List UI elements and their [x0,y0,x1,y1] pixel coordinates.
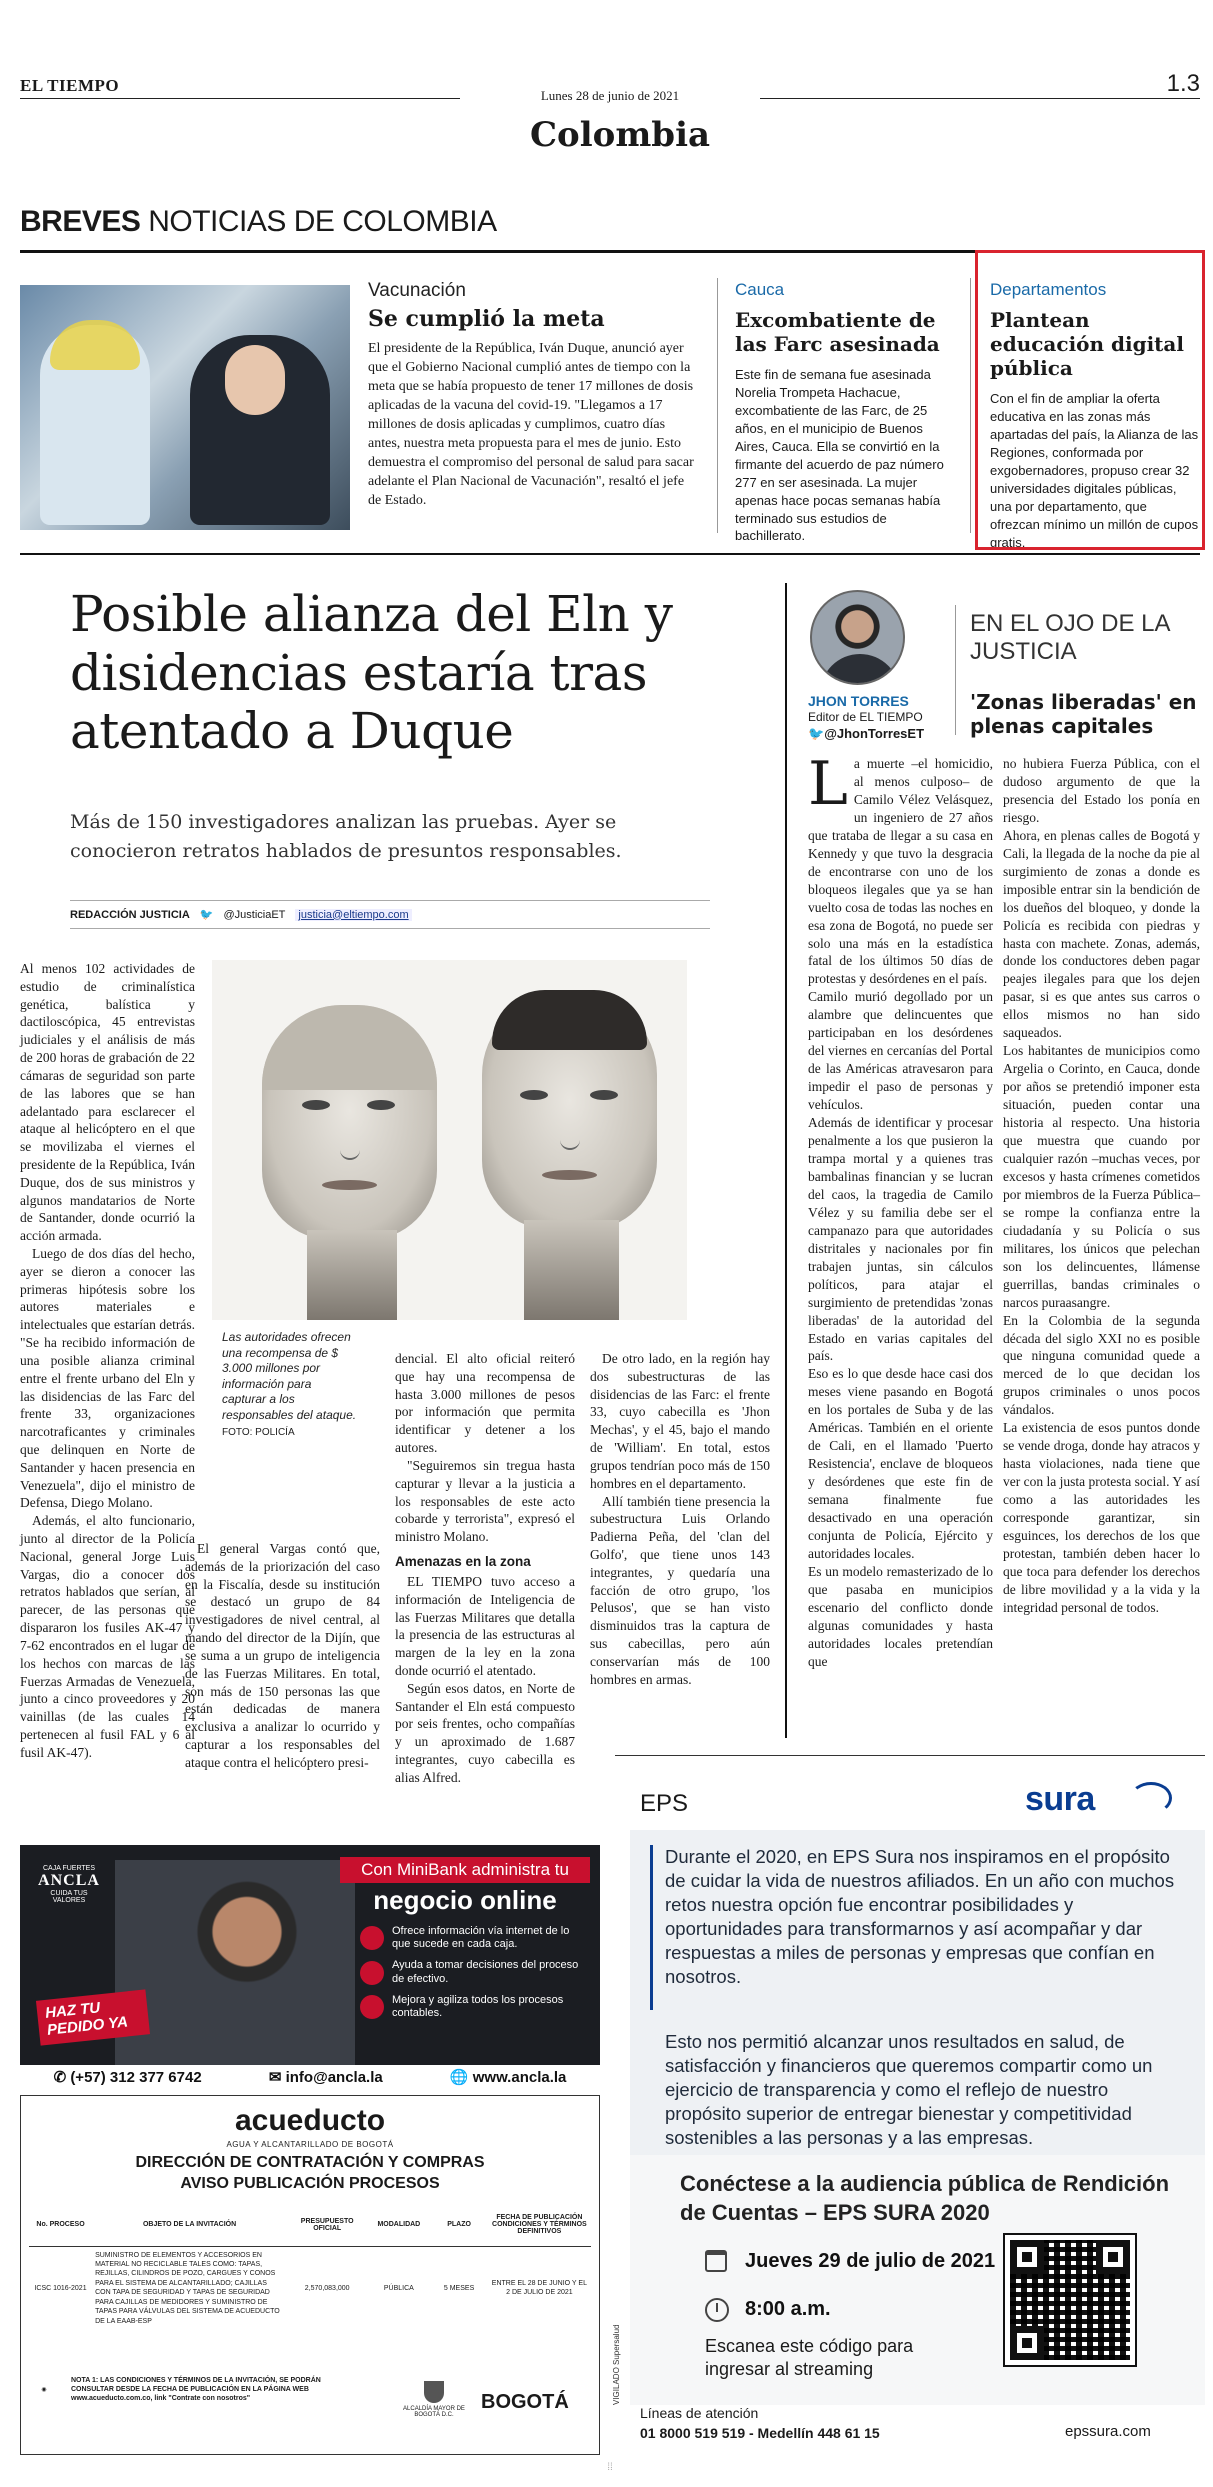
subsection-heading: Amenazas en la zona [395,1553,531,1569]
story-column-4 [590,1350,770,1688]
acueducto-notice [20,2095,600,2455]
sketch-mouth [542,1170,597,1180]
sketch-mouth [322,1180,377,1190]
ancla-headline-1: Con MiniBank administra tu [340,1857,590,1883]
ancla-ad[interactable] [20,1845,600,2065]
sketch-hair [492,990,647,1050]
feature-item [360,1994,590,2020]
ancla-features [360,1925,590,2028]
sketch-nose [560,1115,580,1150]
event-date: Jueves 29 de julio de 2021 [745,2250,996,2272]
paragraph: "Seguiremos sin tregua hasta capturar y llevar a la justicia a los responsables de este acto cobarde y terrorista", expresó el ministro Molano. [395,1457,575,1545]
main-headline: Posible alianza del Eln y disidencias estaría tras atentado a Duque [70,585,673,760]
notice-title: DIRECCIÓN DE CONTRATACIÓN Y COMPRAS [135,2154,485,2171]
ancla-web[interactable] [450,2068,567,2086]
feature-item [360,1925,590,1951]
table-header: PLAZO [430,2204,487,2246]
story-column-3 [395,1350,575,1787]
breves-heading [20,205,497,239]
shield-icon [424,2381,444,2403]
divider [955,605,956,735]
highlight-box [975,250,1205,550]
paragraph: a muerte –el homicidio, al menos culposo– de Camilo Vélez Velásquez, un ingeniero de 27 años que trataba de llegar a su casa en Kennedy y que tuvo la desgracia de encontrarse con uno de los bloqueos ilegales que ya se han vuelto cosa de todas las noches en esa zona de Bogotá, no puede ser solo una más en la estadística fatal de los últimos 50 días de protestas y desórdenes en el país. [808,756,993,987]
ancla-logo [34,1865,104,1904]
patient-face [225,345,285,415]
whatsapp-icon: ✆ [53,2069,71,2086]
table-header: FECHA DE PUBLICACIÓN CONDICIONES Y TÉRMINOS DEFINITIVOS [488,2204,591,2246]
sketch-neck [307,1230,397,1320]
process-table [29,2204,591,2330]
feature-text: Ofrece información vía internet de lo que sucede en cada caja. [392,1925,570,1951]
table-cell: ICSC 1016-2021 [34,2284,87,2292]
divider [20,98,460,99]
brief-body: Este fin de semana fue asesinada Norelia Trompeta Hachacue, excombatiente de las Farc, de 25 años, en el municipio de Buenos Aires, Cauca. Ella se convirtió en la firmante del acuerdo de paz número 277 en ser asesinada. La mujer apenas hace pocas semanas había terminado sus estudios de bachillerato. [735,367,944,544]
table-cell: PÚBLICA [383,2284,414,2292]
ancla-headline-2: negocio online [373,1885,557,1915]
brief-body: Con el fin de ampliar la oferta educativa en las zonas más apartadas del país, la Alianza de las Regiones, conformada por exgobernadores, propuso crear 32 universidades digitales públicas, una por departamento, que ofrezcan mínimo un millón de cupos gratis. [990,391,1199,550]
table-header: OBJETO DE LA INVITACIÓN [92,2204,287,2246]
sura-logo: sura [1025,1780,1095,1818]
table-header: No. PROCESO [29,2204,92,2246]
byline-email[interactable]: justicia@eltiempo.com [295,909,411,921]
feature-text: Ayuda a tomar decisiones del proceso de efectivo. [392,1959,579,1985]
sketch-nose [340,1125,360,1160]
paragraph: Eso es lo que desde hace casi dos meses viene pasando en Bogotá en los portales de Suba y de las Américas. También en el oriente de Cali, en el llamado 'Puerto Resistencia', enclave de bloqueos y desórdenes que este fin de semana finalmente fue desactivado en una operación conjunta de Policía, Ejército y autoridades locales. [808,1366,993,1561]
calendar-icon [705,2250,727,2272]
ancla-phone[interactable] [54,2068,202,2086]
ancla-web-text[interactable]: www.ancla.la [472,2069,567,2086]
paragraph: Luego de dos días del hecho, ayer se dieron a conocer las primeras hipótesis sobre los autores materiales e intelectuales que estarían detrás. "Se ha recibido información de una posible alianza criminal entre el frente urbano del Eln y las disidencias de las Farc del frente 33, organizaciones narcotraficantes y criminales que delinquen en Norte de Santander y hacen presencia en Venezuela", dijo el ministro de Defensa, Diego Molano. [20,1246,195,1511]
byline [70,900,710,929]
paragraph: Además, el alto funcionario, junto al director de la Policía Nacional, general Jorge Luis Vargas, dio a conocer dos retratos hablados que serían, al parecer, de las personas que dispararon los fusiles AK-47 y 7-62 encontrados en el lugar de los hechos con marcas de las Fuerzas Armadas de Venezuela, junto a cinco proveedores y 20 vainillas (de las cuales 14 pertenecen al fusil FAL y 6 al fusil AK-47). [20,1513,195,1760]
divider [20,553,1200,555]
photo-caption [222,1330,357,1439]
paragraph: De otro lado, en la región hay dos subestructuras de las disidencias de las Farc: el frente 33, cuyo cabecilla es 'Jhon Mechas', y el 45, bajo el mando de 'William'. En total, estos grupos tendrían poco más de 150 hombres en el departamento. [590,1351,770,1491]
suspect-sketches [212,960,687,1320]
byline-author: REDACCIÓN JUSTICIA [70,908,190,921]
accent-bar [650,1845,653,2010]
paragraph: Al menos 102 actividades de estudio de criminalística genética, balística y dactiloscópica, 45 entrevistas judiciales y el análisis de más de 200 horas de grabación de 22 cámaras de seguridad son parte de las labores que se han adelantado para esclarecer el ataque al helicóptero en el que se movilizaba el viernes el presidente de la República, Iván Duque, dos de sus ministros y algunos mandatarios de Norte de Santander, donde ocurrió la acción armada. [20,961,195,1244]
table-row [29,2246,591,2330]
sura-paragraph: Durante el 2020, en EPS Sura nos inspiramos en el propósito de cuidar la vida de nuestros afiliados. En un año con muchos retos nuestra opción fue encontrar posibilidades y oportunidades para transformarnos y así acompañar y dar respuestas a miles de personas y empresas que confían en nosotros. [665,1846,1175,1988]
author-avatar [810,590,905,685]
clock-icon [705,2298,729,2322]
sketch-eye [590,1090,618,1100]
table-header: PRESUPUESTO OFICIAL [287,2204,367,2246]
brief-vacunacion [368,280,698,510]
acueducto-logo: acueducto [234,2104,386,2137]
table-cell: 5 MESES [443,2284,475,2292]
feature-icon [360,1995,384,2019]
sketch-cap [262,1005,437,1090]
sketch-eye [367,1100,395,1110]
masthead-date: Lunes 28 de junio de 2021 [540,88,680,103]
paragraph: Camilo murió degollado por un alambre que delincuentes que participaban en los desórdenes del viernes en cercanías del Portal de las Américas atravesaron para impedir el paso de personas y vehículos. [808,989,993,1113]
sura-paragraph: Esto nos permitió alcanzar unos resultados en salud, de satisfacción y financieros que queremos compartir como un ejercicio de transparencia y como el reflejo de nuestro propósito superior de entregar bienestar y competitividad sostenibles a las personas y a las empresas. [665,2031,1153,2149]
eps-logo: EPS [640,1790,689,1817]
feature-icon [360,1926,384,1950]
feature-item [360,1959,590,1985]
ancla-contact-row [20,2068,600,2086]
brief-category: Vacunación [368,280,466,301]
sura-swoosh-icon [1130,1782,1172,1814]
ancla-logo-top: CAJA FUERTES [43,1865,95,1872]
paragraph: El general Vargas contó que, además de la priorización del caso en la Fiscalía, desde su institución se destacó un grupo de 84 investigadores de nivel central, al mando del director de la Dijín, que se suma a un grupo de inteligencia de las Fuerzas Militares. En total, son más de 150 personas las que están dedicadas de manera exclusiva a analizar lo ocurrido y capturar a los responsables del ataque contra el helicóptero presi- [185,1541,380,1770]
bogota-logo: BOGOTÁ [481,2391,569,2413]
vigilado-label: VIGILADO Supersalud [612,2324,621,2405]
paragraph: En la Colombia de la segunda década del siglo XXI no es posible que ninguna comunidad quede a merced de lo que decidan los grupos criminales o unos pocos vándalos. [1003,1312,1200,1418]
notice-subtitle: AVISO PUBLICACIÓN PROCESOS [180,2175,440,2192]
ancla-email[interactable] [269,2068,383,2086]
brief-cauca [735,280,950,545]
brief-title: Se cumplió la meta [368,306,605,332]
sketch-face-right [482,995,657,1230]
paragraph: Es un modelo remasterizado de lo que pasaba en municipios escenario del conflicto donde algunas comunidades y hasta autoridades locales pretendían que [808,1563,993,1669]
divider [970,278,971,533]
sura-event-headline: Conéctese a la audiencia pública de Rendición de Cuentas – EPS SURA 2020 [680,2171,1170,2225]
brief-title: Excombatiente de las Farc asesinada [735,308,940,356]
page-marker-icon: ⁞⁞ [607,2462,613,2473]
brief-category: Cauca [735,280,785,299]
paragraph: Según esos datos, en Norte de Santander el Eln está compuesto por seis frentes, ocho compañías y un aproximado de 1.687 integrantes, cuyo cabecilla es alias Alfred. [395,1680,575,1785]
paragraph: Allí también tiene presencia la subestructura Luis Orlando Padierna Peña, del 'clan del Golfo', que tiene unos 143 integrantes, y quedaría una facción de otro grupo, 'los Pelusos', que se han visto disminuidos tras la captura de sus cabecillas, pero aún conservarían más de 100 hombres en armas. [590,1493,770,1687]
story-column-1 [20,960,195,1762]
author-role: Editor de EL TIEMPO [808,710,923,724]
section-title: Colombia [529,115,711,155]
column-title: 'Zonas liberadas' en plenas capitales [970,690,1197,738]
ad-photo [115,1860,355,2065]
feature-icon [360,1961,384,1985]
twitter-icon: 🐦 [808,726,825,741]
brief-category: Departamentos [990,280,1107,299]
globe-icon: 🌐 [449,2069,473,2086]
story-column-2 [185,1540,380,1772]
divider [615,1755,1205,1756]
acueducto-tagline: AGUA Y ALCANTARILLADO DE BOGOTÁ [226,2140,394,2149]
divider [785,583,787,1738]
table-cell: ENTRE EL 28 DE JUNIO Y EL 2 DE JULIO DE 2021 [491,2279,587,2297]
brief-body: El presidente de la República, Iván Duque, anunció ayer que el Gobierno Nacional cumplió antes de tiempo con la meta que se había propuesto de tener 17 millones de dosis aplicadas de la vacuna del covid-19. "Llegamos a 17 millones de dosis aplicadas y cumplimos, cuatro días antes, nuestra meta propuesta para el mes de junio. Esto demuestra el compromiso del personal de salud para sacar adelante el Plan Nacional de Vacunación", resaltó el jefe de Estado. [368,341,694,508]
sketch-face-left [262,1005,437,1240]
table-header: MODALIDAD [367,2204,430,2246]
qr-code[interactable] [1005,2235,1135,2365]
caption-text: Las autoridades ofrecen una recompensa de $ 3.000 millones por información para capturar a los responsables del ataque. [222,1330,357,1422]
masthead-logo: EL TIEMPO [20,76,120,95]
author-twitter-handle[interactable]: @JhonTorresET [824,726,925,741]
alcaldia-text: ALCALDÍA MAYOR DE BOGOTÁ D.C. [403,2406,465,2418]
sketch-neck [524,1220,619,1320]
divider [717,278,718,533]
ancla-email-text[interactable]: info@ancla.la [285,2069,383,2086]
ancla-headline [340,1857,590,1916]
sura-website[interactable]: epssura.com [1065,2423,1151,2440]
feature-text: Mejora y agiliza todos los procesos contables. [392,1993,564,2019]
author-name: JHON TORRES [808,693,909,709]
contact-numbers: 01 8000 519 519 - Medellín 448 61 15 [640,2425,880,2441]
divider [760,98,1200,99]
photo-credit: FOTO: POLICÍA [222,1426,295,1438]
table-cell: SUMINISTRO DE ELEMENTOS Y ACCESORIOS EN MATERIAL NO RECICLABLE TALES COMO: TAPAS, REJILLAS, CILINDROS DE POZO, CARGUES Y CONOS PARA EL SISTEMA DE ALCANTARILLADO; CAJILLAS CON TAPA DE SEGURIDAD Y TAPAS DE SEGURIDAD PARA CAJILLAS DE MEDIDORES Y SUMINISTRO DE TAPAS PARA VÁLVULAS DEL SISTEMA DE ACUEDUCTO DE LA EAAB-ESP [95,2251,280,2325]
column-kicker: EN EL OJO DE LA JUSTICIA [970,610,1170,665]
paragraph: dencial. El alto oficial reiteró que hay una recompensa de hasta 3.000 millones de pesos por información que permita identificar y detener a los autores. [395,1351,575,1456]
page-number: 1.3 [1166,70,1200,97]
paragraph: EL TIEMPO tuvo acceso a información de Inteligencia de las Fuerzas Militares que detalla la presencia de las estructuras al margen de la ley en la zona donde ocurrió el atentado. [395,1573,575,1678]
seal-icon: ◉ [41,2387,47,2393]
column-text-2 [1003,755,1200,1617]
ancla-logo-text: ANCLA [38,1872,100,1889]
main-subhead: Más de 150 investigadores analizan las pruebas. Ayer se conocieron retratos hablados de presuntos responsables. [70,811,622,863]
author-twitter[interactable] [808,726,924,742]
paragraph: Ahora, en plenas calles de Bogotá y Cali, la llegada de la noche da pie al surgimiento de zonas a donde es imposible entrar sin la bendición de los dueños del bloqueo, y donde la Policía es recibida con piedras y hasta con machete. Zonas, además, donde los conductores deben pagar peajes ilegales para que los dejen pasar, si es que antes sus carros o ellos mismos no han sido saqueados. [1003,827,1200,1041]
paragraph: La existencia de esos puntos donde se vende droga, donde hay atracos y hasta violaciones, nada tiene que ver con la justa protesta social. Y así como a las autoridades les corresponde garantizar, sin esguinces, los derechos de los que protestan, también deben hacer lo que toca para defender los derechos de libre movilidad y a la vida y la integridad personal de todos. [1003,1420,1200,1615]
paragraph: no hubiera Fuerza Pública, con el dudoso argumento de que la presencia del Estado los ponía en riesgo. [1003,756,1200,825]
vaccination-photo [20,285,350,530]
breves-heading-bold: BREVES [20,205,141,238]
mail-icon: ✉ [268,2069,286,2086]
byline-twitter[interactable]: @JusticiaET [223,908,286,921]
drop-cap: L [808,749,848,819]
sketch-eye [520,1090,548,1100]
ancla-order-tag: HAZ TU PEDIDO YA [36,1989,150,2045]
column-text-1 [808,749,993,1671]
event-time: 8:00 a.m. [745,2298,831,2320]
paragraph: Los habitantes de municipios como Argelia o Corinto, en Cauca, donde por años se pretendió imponer esta situación, pueden contar una historia al respecto. Una historia que muestra que cuando por cualquier razón –muchas veces, por excesos y hasta crímenes cometidos por miembros de la Fuerza Pública– se rompe la confianza entre la ciudadanía y su Policía o sus militares, los únicos que pelechan son los delincuentes, llámense guerrillas, bandas criminales o narcos puraasangre. [1003,1043,1200,1310]
ancla-logo-bottom: CUIDA TUS VALORES [50,1890,88,1904]
qr-instruction: Escanea este código para ingresar al streaming [705,2336,914,2380]
table-cell: 2,570,083,000 [304,2284,350,2292]
brief-title: Plantean educación digital pública [990,308,1184,380]
paragraph: Además de identificar y procesar penalmente a los que pusieron la trampa mortal y a quienes tras bambalinas financian y se lucran del caos, la tragedia de Camilo Vélez y su familia debe ser el campanazo para que autoridades distritales y nacionales por fin trabajen juntas, sin cálculos políticos, para atajar el surgimiento de pretendidas 'zonas liberadas' de la autoridad del Estado en varias capitales del país. [808,1115,993,1364]
ancla-phone-text[interactable]: (+57) 312 377 6742 [70,2069,202,2086]
face-shield [50,320,140,370]
alcaldia-logo [399,2381,469,2418]
breves-heading-light: NOTICIAS DE COLOMBIA [148,205,497,238]
sketch-eye [302,1100,330,1110]
notice-footnote: NOTA 1: LAS CONDICIONES Y TÉRMINOS DE LA INVITACIÓN, SE PODRÁN CONSULTAR DESDE LA FECHA DE PUBLICACIÓN EN LA PÁGINA WEB www.acueducto.com.co, link "Contrate con nosotros" [71,2377,321,2403]
contact-label: Líneas de atención [640,2405,759,2421]
twitter-icon: 🐦 [199,909,214,921]
